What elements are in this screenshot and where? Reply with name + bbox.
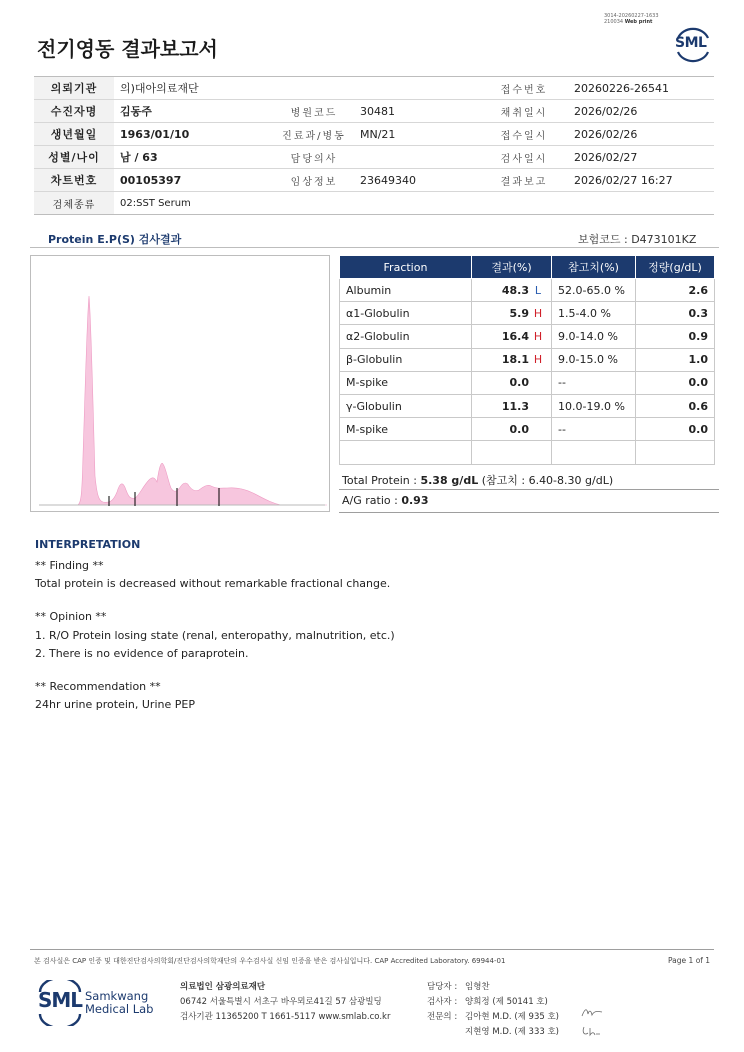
specimen-value: 02:SST Serum: [114, 192, 714, 215]
result-value: 5.9: [509, 306, 529, 320]
info-row: [34, 146, 714, 169]
fraction-name: M-spike: [340, 371, 472, 394]
fraction-reference: [552, 441, 636, 464]
result-flag: H: [533, 306, 543, 320]
info-label: [274, 77, 354, 100]
info-value: 23649340: [354, 169, 480, 192]
fraction-result: [472, 348, 552, 371]
page-title: 전기영동 결과보고서: [37, 37, 218, 61]
result-value: 0.0: [509, 422, 529, 436]
section-divider: [30, 247, 719, 248]
col-fraction: Fraction: [340, 256, 472, 279]
patient-info-table: [34, 76, 714, 215]
info-value: 의)대아의료재단: [114, 77, 274, 100]
fraction-row: [340, 348, 715, 371]
info-value: 1963/01/10: [114, 123, 274, 146]
samkwang-logo: SML Samkwang Medical Lab: [36, 980, 154, 1026]
fraction-name: α2-Globulin: [340, 325, 472, 348]
info-label: 검사일시: [480, 146, 568, 169]
fraction-quantity: 1.0: [636, 348, 715, 371]
info-value: 2026/02/26: [568, 123, 714, 146]
info-label: 접수번호: [480, 77, 568, 100]
info-value: 2026/02/26: [568, 100, 714, 123]
info-label: 성별/나이: [34, 146, 114, 169]
fraction-result: [472, 279, 552, 302]
info-value: [354, 77, 480, 100]
info-value: 20260226-26541: [568, 77, 714, 100]
fraction-reference: 52.0-65.0 %: [552, 279, 636, 302]
finding-heading: ** Finding **: [35, 559, 104, 572]
recommendation-heading: ** Recommendation **: [35, 680, 161, 693]
fraction-name: M-spike: [340, 418, 472, 441]
fraction-row: [340, 302, 715, 325]
opinion-line-1: 1. R/O Protein losing state (renal, enteropathy, malnutrition, etc.): [35, 629, 395, 642]
fraction-row: [340, 441, 715, 464]
info-label: 차트번호: [34, 169, 114, 192]
col-result: 결과(%): [472, 256, 552, 279]
info-label: 채취일시: [480, 100, 568, 123]
fraction-quantity: 0.0: [636, 371, 715, 394]
info-row: [34, 169, 714, 192]
fraction-row: [340, 418, 715, 441]
result-value: 18.1: [501, 353, 529, 367]
info-value: 30481: [354, 100, 480, 123]
recommendation-text: 24hr urine protein, Urine PEP: [35, 698, 195, 711]
info-label: 의뢰기관: [34, 77, 114, 100]
fraction-result: [472, 371, 552, 394]
fraction-reference: 10.0-19.0 %: [552, 394, 636, 417]
info-value: 00105397: [114, 169, 274, 192]
fraction-quantity: 2.6: [636, 279, 715, 302]
result-value: 48.3: [501, 283, 529, 297]
fraction-name: Albumin: [340, 279, 472, 302]
insurance-code: 보험코드 : D473101KZ: [578, 233, 697, 246]
finding-text: Total protein is decreased without remarkable fractional change.: [35, 577, 391, 590]
fraction-results-table: [339, 255, 715, 465]
fraction-reference: 1.5-4.0 %: [552, 302, 636, 325]
opinion-line-2: 2. There is no evidence of paraprotein.: [35, 647, 249, 660]
col-quantity: 정량(g/dL): [636, 256, 715, 279]
info-value: 남 / 63: [114, 146, 274, 169]
electrophoresis-graph: [30, 255, 330, 512]
signature-kim: [580, 1006, 604, 1020]
interpretation-title: INTERPRETATION: [35, 538, 141, 551]
info-label: 임상정보: [274, 169, 354, 192]
result-value: 0.0: [509, 376, 529, 390]
result-flag: L: [534, 283, 542, 297]
opinion-heading: ** Opinion **: [35, 610, 107, 623]
info-label: 결과보고: [480, 169, 568, 192]
fraction-result: [472, 418, 552, 441]
info-label: 담당의사: [274, 146, 354, 169]
fraction-row: [340, 279, 715, 302]
page-number: Page 1 of 1: [668, 956, 711, 965]
info-label: 수진자명: [34, 100, 114, 123]
fraction-result: [472, 394, 552, 417]
fraction-row: [340, 394, 715, 417]
info-value: [354, 146, 480, 169]
info-label: 생년월일: [34, 123, 114, 146]
specimen-label: 검체종류: [34, 192, 114, 215]
fraction-result: [472, 302, 552, 325]
col-reference: 참고치(%): [552, 256, 636, 279]
info-label: 접수일시: [480, 123, 568, 146]
fraction-name: β-Globulin: [340, 348, 472, 371]
fraction-name: α1-Globulin: [340, 302, 472, 325]
document-id: 3014-20260227-1633 210034 Web print: [604, 13, 659, 25]
fraction-quantity: 0.9: [636, 325, 715, 348]
fraction-result: [472, 441, 552, 464]
info-row: [34, 100, 714, 123]
electrophoresis-curve: [39, 296, 327, 505]
fraction-quantity: 0.0: [636, 418, 715, 441]
info-value: 2026/02/27: [568, 146, 714, 169]
fraction-row: [340, 371, 715, 394]
fraction-name: [340, 441, 472, 464]
footer-divider: [30, 949, 714, 950]
fraction-reference: --: [552, 371, 636, 394]
info-label: 진료과/병동: [274, 123, 354, 146]
info-value: 2026/02/27 16:27: [568, 169, 714, 192]
fraction-reference: 9.0-14.0 %: [552, 325, 636, 348]
info-value: MN/21: [354, 123, 480, 146]
fraction-reference: 9.0-15.0 %: [552, 348, 636, 371]
fraction-row: [340, 325, 715, 348]
signature-ji: [580, 1024, 604, 1038]
result-flag: H: [533, 329, 543, 343]
result-value: 16.4: [501, 329, 529, 343]
info-label: 병원코드: [274, 100, 354, 123]
info-row: [34, 77, 714, 100]
ag-ratio: A/G ratio : 0.93: [339, 492, 719, 513]
info-row-specimen: [34, 192, 714, 215]
fraction-quantity: [636, 441, 715, 464]
fraction-name: γ-Globulin: [340, 394, 472, 417]
organization-info: 의료법인 삼광의료재단 06742 서울특별시 서초구 바우뫼로41길 57 삼광빌딩 검사기관 11365200 T 1661-5117 www.smlab.co.kr: [180, 982, 391, 1022]
staff-info: 담당자 : 임형찬 검사자 : 양희정 (제 50141 호) 전문의 : 김아현 M.D. (제 935 호) 지현영 M.D. (제 333 호): [427, 982, 560, 1037]
fraction-result: [472, 325, 552, 348]
section-title: Protein E.P(S) 검사결과: [48, 233, 182, 246]
total-protein: Total Protein : 5.38 g/dL (참고치 : 6.40-8.30 g/dL): [339, 470, 719, 490]
result-value: 11.3: [501, 399, 529, 413]
fraction-quantity: 0.3: [636, 302, 715, 325]
sml-logo: SML: [672, 24, 714, 64]
fraction-reference: --: [552, 418, 636, 441]
accreditation-note: 본 검사실은 CAP 인증 및 대한진단검사의학회/진단검사의학재단의 우수검사실 신임 인증을 받은 검사실입니다. CAP Accredited Laboratory. 69944-01: [34, 957, 506, 965]
info-value: 김동주: [114, 100, 274, 123]
fraction-quantity: 0.6: [636, 394, 715, 417]
info-row: [34, 123, 714, 146]
result-flag: H: [533, 353, 543, 367]
